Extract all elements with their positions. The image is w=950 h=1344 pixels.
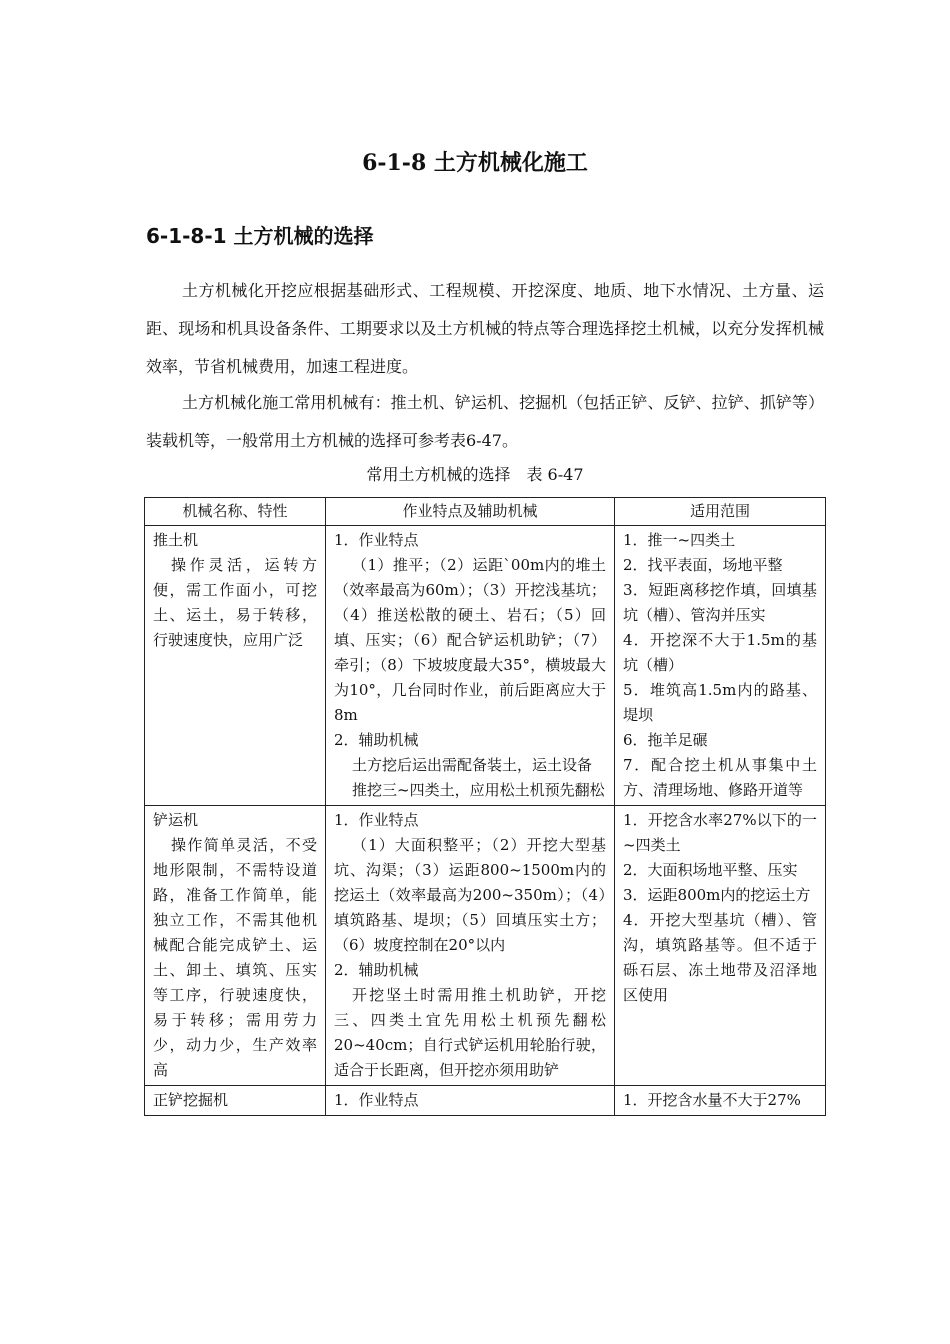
- header-machine-name: 机械名称、特性: [145, 498, 326, 526]
- scope-line: 2．大面积场地平整、压实: [623, 861, 798, 879]
- machine-name: 正铲挖掘机: [153, 1091, 229, 1109]
- machine-description: 操作灵活，运转方便，需工作面小，可挖土、运土，易于转移，行驶速度快，应用广泛: [153, 556, 317, 649]
- feature-line: 1．作业特点: [334, 531, 419, 549]
- feature-line: 1．作业特点: [334, 811, 419, 829]
- section-heading: 6-1-8-1 土方机械的选择: [146, 224, 374, 248]
- machine-cell: [145, 806, 326, 1086]
- table-header-row: [145, 498, 826, 526]
- scope-line: 1．开挖含水量不大于27%: [623, 1091, 801, 1109]
- scope-line: 4．开挖深不大于1.5m的基坑（槽）: [623, 631, 817, 674]
- table-row: [145, 1086, 826, 1116]
- feature-line: （1）大面积整平；（2）开挖大型基坑、沟渠；（3）运距800~1500m内的挖运土（效率最高为200~350m）；（4）填筑路基、堤坝；（5）回填压实土方；（6）坡度控制在20°以内: [334, 836, 606, 954]
- feature-line: 1．作业特点: [334, 1091, 419, 1109]
- table-body: [145, 526, 826, 1116]
- scope-line: 7．配合挖土机从事集中土方、清理场地、修路开道等: [623, 756, 817, 799]
- features-cell: [326, 806, 615, 1086]
- machine-cell: [145, 526, 326, 806]
- machine-name: 铲运机: [153, 811, 199, 829]
- scope-line: 5．堆筑高1.5m内的路基、堤坝: [623, 681, 817, 724]
- table-row: [145, 526, 826, 806]
- header-scope: 适用范围: [615, 498, 826, 526]
- features-cell: [326, 1086, 615, 1116]
- machine-description: 操作简单灵活，不受地形限制，不需特设道路，准备工作简单，能独立工作，不需其他机械配合能完成铲土、运土、卸土、填筑、压实等工序，行驶速度快，易于转移；需用劳力少，动力少，生产效率高: [153, 836, 317, 1079]
- feature-line: 推挖三~四类土，应用松土机预先翻松: [352, 781, 605, 799]
- scope-cell: [615, 526, 826, 806]
- feature-line: 开挖坚土时需用推土机助铲，开挖三、四类土宜先用松土机预先翻松20~40cm；自行式铲运机用轮胎行驶，适合于长距离，但开挖亦须用助铲: [334, 986, 606, 1079]
- machine-name: 推土机: [153, 531, 199, 549]
- intro-paragraph: 土方机械化开挖应根据基础形式、工程规模、开挖深度、地质、地下水情况、土方量、运距、现场和机具设备条件、工期要求以及土方机械的特点等合理选择挖土机械，以充分发挥机械效率，节省机械费用，加速工程进度。: [146, 281, 824, 376]
- page-title: 6-1-8 土方机械化施工: [362, 150, 588, 176]
- scope-line: 2．找平表面，场地平整: [623, 556, 783, 574]
- machinery-selection-table: [144, 497, 826, 1116]
- feature-line: 土方挖后运出需配备装土，运土设备: [352, 756, 593, 774]
- table-caption: 常用土方机械的选择 表 6-47: [366, 465, 584, 484]
- scope-line: 3．短距离移挖作填，回填基坑（槽）、管沟并压实: [623, 581, 817, 624]
- scope-line: 3．运距800m内的挖运土方: [623, 886, 811, 904]
- scope-cell: [615, 806, 826, 1086]
- scope-line: 4．开挖大型基坑（槽）、管沟，填筑路基等。但不适于砾石层、冻土地带及沼泽地区使用: [623, 911, 817, 1004]
- feature-line: （1）推平；（2）运距`00m内的堆土（效率最高为60m）；（3）开挖浅基坑；（4）推送松散的硬土、岩石；（5）回填、压实；（6）配合铲运机助铲；（7）牵引；（8）下坡坡度最大35°，横坡最大为10°，几台同时作业，前后距离应大于8m: [334, 556, 606, 724]
- feature-line: 2．辅助机械: [334, 731, 419, 749]
- scope-line: 6．拖羊足碾: [623, 731, 708, 749]
- machine-cell: [145, 1086, 326, 1116]
- table-row: [145, 806, 826, 1086]
- features-cell: [326, 526, 615, 806]
- scope-line: 1．开挖含水率27%以下的一~四类土: [623, 811, 817, 854]
- feature-line: 2．辅助机械: [334, 961, 419, 979]
- header-features: 作业特点及辅助机械: [326, 498, 615, 526]
- machinery-paragraph: 土方机械化施工常用机械有：推土机、铲运机、挖掘机（包括正铲、反铲、拉铲、抓铲等）装载机等，一般常用土方机械的选择可参考表6-47。: [146, 393, 824, 450]
- scope-cell: [615, 1086, 826, 1116]
- scope-line: 1．推一~四类土: [623, 531, 736, 549]
